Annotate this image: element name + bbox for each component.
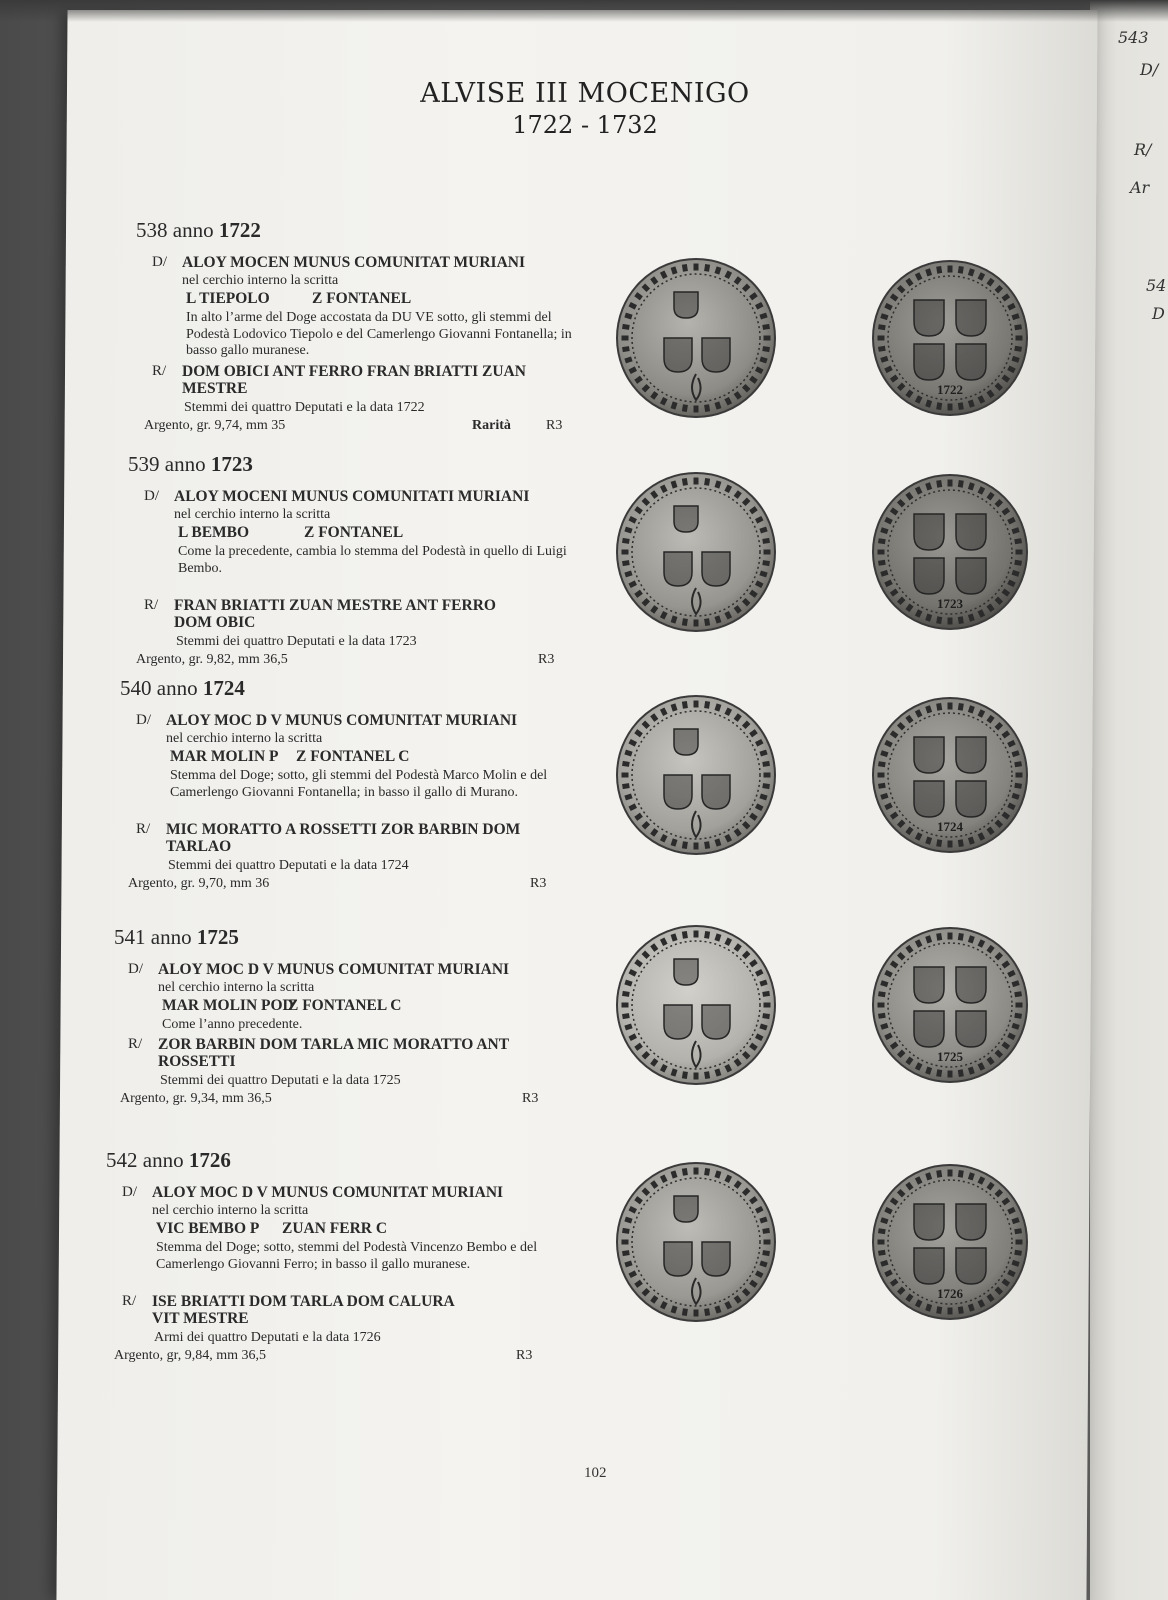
metal-weight-diameter: Argento, gr. 9,70, mm 36	[128, 876, 270, 891]
reverse-legend-continued: VIT MESTRE	[152, 1310, 249, 1327]
entry-year: 1722	[218, 218, 261, 242]
reverse-legend: FRAN BRIATTI ZUAN MESTRE ANT FERRO	[174, 597, 496, 614]
obverse-legend: ALOY MOC D V MUNUS COMUNITAT MURIANI	[152, 1184, 504, 1201]
entry-heading	[106, 1148, 231, 1173]
rarity-grade: R3	[546, 418, 563, 433]
reverse-description: Stemmi dei quattro Deputati e la data 1724	[168, 858, 409, 873]
obverse-description: Stemma del Doge; sotto, gli stemmi del Podestà Marco Molin e del Camerlengo Giovanni Fontanella; in basso il gallo di Murano.	[170, 768, 548, 800]
facing-page-mark: 543	[1118, 28, 1149, 47]
obverse-description: Stemma del Doge; sotto, stemmi del Podestà Vincenzo Bembo e del Camerlengo Giovanni Ferro; in basso il gallo muranese.	[156, 1240, 538, 1272]
coin-reverse-image	[872, 260, 1028, 416]
obverse-prefix: D/	[128, 961, 143, 977]
catalog-entry	[128, 452, 598, 667]
entry-heading	[114, 925, 239, 950]
rarity-label: Rarità	[472, 418, 511, 433]
catalog-number: 539	[128, 452, 160, 476]
inner-name-b: Z FONTANEL	[304, 524, 404, 541]
entry-year: 1724	[202, 676, 245, 700]
inner-name-b: ZUAN FERR C	[282, 1220, 388, 1237]
reverse-description: Armi dei quattro Deputati e la data 1726	[154, 1330, 381, 1345]
entry-year: 1725	[196, 925, 239, 949]
facing-page-mark: 54	[1146, 276, 1167, 295]
top-shadow	[0, 0, 1168, 22]
facing-page-mark: D/	[1140, 60, 1159, 79]
coin-date-label: 1722	[937, 382, 963, 397]
reverse-legend: DOM OBICI ANT FERRO FRAN BRIATTI ZUAN	[182, 363, 526, 380]
obverse-prefix: D/	[144, 488, 159, 504]
anno-label: anno	[172, 218, 214, 242]
metal-weight-diameter: Argento, gr, 9,84, mm 36,5	[114, 1348, 267, 1363]
rarity-grade: R3	[516, 1348, 533, 1363]
inner-name-a: VIC BEMBO P	[156, 1220, 260, 1237]
reverse-legend-continued: MESTRE	[182, 380, 248, 397]
metal-weight-diameter: Argento, gr. 9,34, mm 36,5	[120, 1091, 272, 1106]
coin-reverse-image	[872, 474, 1028, 630]
reverse-description: Stemmi dei quattro Deputati e la data 1725	[160, 1073, 401, 1088]
coin-date-label: 1724	[937, 819, 963, 834]
metal-weight-diameter: Argento, gr. 9,82, mm 36,5	[136, 652, 288, 667]
catalog-entry	[136, 218, 606, 433]
coin-reverse-image	[872, 1164, 1028, 1320]
inner-name-b: Z FONTANEL	[312, 290, 412, 307]
inner-circle-note: nel cerchio interno la scritta	[174, 507, 331, 522]
inner-name-a: L BEMBO	[178, 524, 250, 541]
inner-circle-note: nel cerchio interno la scritta	[152, 1203, 309, 1218]
obverse-description: In alto l’arme del Doge accostata da DU VE sotto, gli stemmi del Podestà Lodovico Tiepolo e del Camerlengo Giovanni Fontanella; in basso gallo muranese.	[186, 310, 572, 358]
catalog-number: 542	[106, 1148, 138, 1172]
entry-year: 1726	[188, 1148, 231, 1172]
reverse-legend: ZOR BARBIN DOM TARLA MIC MORATTO ANT	[158, 1036, 510, 1053]
facing-page-mark: Ar	[1130, 178, 1150, 197]
coin-date-label: 1725	[937, 1049, 963, 1064]
obverse-legend: ALOY MOCENI MUNUS COMUNITATI MURIANI	[174, 488, 530, 505]
catalog-entry	[106, 1148, 576, 1363]
rarity-grade: R3	[522, 1091, 539, 1106]
reverse-prefix: R/	[144, 597, 159, 613]
facing-page-mark: R/	[1134, 140, 1152, 159]
obverse-description: Come la precedente, cambia lo stemma del Podestà in quello di Luigi Bembo.	[178, 544, 567, 576]
page-header	[420, 78, 750, 139]
reverse-legend-continued: ROSSETTI	[158, 1053, 236, 1070]
catalog-number: 541	[114, 925, 146, 949]
anno-label: anno	[150, 925, 192, 949]
obverse-legend: ALOY MOCEN MUNUS COMUNITAT MURIANI	[182, 254, 526, 271]
reign-dates: 1722 - 1732	[512, 111, 658, 139]
coin-reverse-image	[872, 927, 1028, 1083]
reverse-legend-continued: TARLAO	[166, 838, 232, 855]
reverse-legend-continued: DOM OBIC	[174, 614, 256, 631]
coin-obverse-image	[616, 258, 776, 418]
reverse-description: Stemmi dei quattro Deputati e la data 1722	[184, 400, 425, 415]
obverse-legend: ALOY MOC D V MUNUS COMUNITAT MURIANI	[166, 712, 518, 729]
inner-circle-note: nel cerchio interno la scritta	[182, 273, 339, 288]
inner-circle-note: nel cerchio interno la scritta	[166, 731, 323, 746]
reverse-prefix: R/	[136, 821, 151, 837]
coin-obverse-image	[616, 1162, 776, 1322]
anno-label: anno	[142, 1148, 184, 1172]
coin-reverse-image	[872, 697, 1028, 853]
rarity-grade: R3	[530, 876, 547, 891]
inner-name-a: MAR MOLIN P	[170, 748, 279, 765]
obverse-prefix: D/	[122, 1184, 137, 1200]
entry-year: 1723	[210, 452, 253, 476]
entry-heading	[120, 676, 245, 701]
facing-page-mark: D	[1152, 304, 1165, 323]
coin-obverse-image	[616, 695, 776, 855]
entry-heading	[128, 452, 253, 477]
inner-name-a: L TIEPOLO	[186, 290, 270, 307]
page-title: ALVISE III MOCENIGO	[420, 78, 750, 109]
obverse-prefix: D/	[152, 254, 167, 270]
obverse-prefix: D/	[136, 712, 151, 728]
inner-circle-note: nel cerchio interno la scritta	[158, 980, 315, 995]
obverse-legend: ALOY MOC D V MUNUS COMUNITAT MURIANI	[158, 961, 510, 978]
catalog-entry	[120, 676, 590, 891]
reverse-prefix: R/	[122, 1293, 137, 1309]
catalog-number: 540	[120, 676, 152, 700]
reverse-legend: MIC MORATTO A ROSSETTI ZOR BARBIN DOM	[166, 821, 521, 838]
reverse-description: Stemmi dei quattro Deputati e la data 1723	[176, 634, 417, 649]
coin-date-label: 1723	[937, 596, 963, 611]
obverse-description: Come l’anno precedente.	[162, 1017, 303, 1032]
inner-name-b: Z FONTANEL C	[288, 997, 402, 1014]
inner-name-a: MAR MOLIN POD	[162, 997, 294, 1014]
coin-date-label: 1726	[937, 1286, 963, 1301]
anno-label: anno	[164, 452, 206, 476]
anno-label: anno	[156, 676, 198, 700]
page-number: 102	[584, 1465, 607, 1481]
catalog-number: 538	[136, 218, 168, 242]
reverse-prefix: R/	[128, 1036, 143, 1052]
reverse-legend: ISE BRIATTI DOM TARLA DOM CALURA	[152, 1293, 455, 1310]
catalog-entry	[114, 925, 584, 1140]
rarity-grade: R3	[538, 652, 555, 667]
facing-page	[1090, 0, 1168, 1600]
inner-name-b: Z FONTANEL C	[296, 748, 410, 765]
metal-weight-diameter: Argento, gr. 9,74, mm 35	[144, 418, 286, 433]
reverse-prefix: R/	[152, 363, 167, 379]
entry-heading	[136, 218, 261, 243]
coin-obverse-image	[616, 925, 776, 1085]
coin-obverse-image	[616, 472, 776, 632]
